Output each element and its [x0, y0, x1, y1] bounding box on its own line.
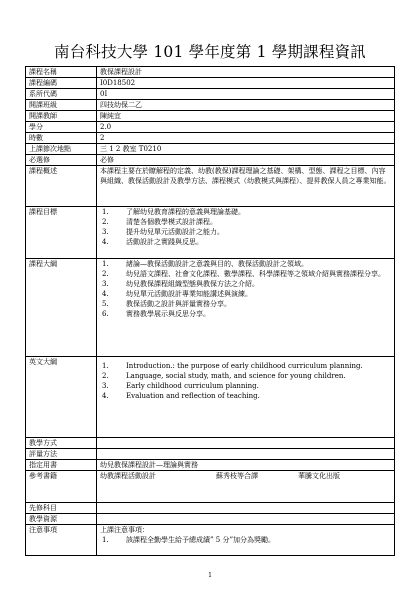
- list-item: 2. 幼兒語文課程、社會文化課程、數學課程、科學課程等之領域介紹與實務課程分享。: [102, 270, 385, 278]
- value-credits: 2.0: [97, 122, 395, 133]
- label-overview: 課程概述: [26, 166, 97, 207]
- label-course-name: 課程名稱: [26, 67, 97, 78]
- label-resources: 教學資源: [26, 514, 97, 525]
- page-number: 1: [208, 572, 212, 579]
- notes-intro: 上課注意事項：: [100, 526, 149, 534]
- course-info-table: [25, 66, 395, 556]
- row-prerequisite: [26, 503, 395, 514]
- list-item: 4. 活動設計之實踐與反思。: [102, 238, 203, 246]
- outline-list: [100, 259, 391, 319]
- value-references: [97, 471, 395, 503]
- list-item: 6. 實務教學展示與反思分享。: [102, 310, 210, 318]
- value-method: [97, 438, 395, 449]
- value-notes: [97, 525, 395, 556]
- list-item: 1. 緒論—教保活動設計之意義與目的、教保活動設計之領域。: [102, 260, 308, 268]
- row-outline: [26, 259, 395, 357]
- reference-title: 幼教課程活動設計: [100, 472, 156, 480]
- list-item: 1. Introduction.: the purpose of early childhood curriculum planning.: [102, 362, 363, 370]
- label-outline-en: 英文大綱: [26, 357, 97, 438]
- value-schedule: 三 1 2 教室 T0210: [97, 144, 395, 155]
- row-teacher: [26, 111, 395, 122]
- value-class: 四技幼保二乙: [97, 100, 395, 111]
- value-goals: [97, 207, 395, 259]
- list-item: 3. 幼兒教保課程組織型態與教保方法之介紹。: [102, 280, 259, 288]
- row-hours: [26, 133, 395, 144]
- label-goals: 課程目標: [26, 207, 97, 259]
- label-textbook: 指定用書: [26, 460, 97, 471]
- list-item: 2. Language, social study, math, and science for young children.: [102, 372, 346, 380]
- value-textbook: 幼兒教保課程設計—理論與實務: [97, 460, 395, 471]
- value-resources: [97, 514, 395, 525]
- value-type: 必修: [97, 155, 395, 166]
- row-schedule: [26, 144, 395, 155]
- row-resources: [26, 514, 395, 525]
- label-type: 必選修: [26, 155, 97, 166]
- value-dept-code: 0I: [97, 89, 395, 100]
- label-course-code: 課程編碼: [26, 78, 97, 89]
- row-assessment: [26, 449, 395, 460]
- value-outline: [97, 259, 395, 357]
- value-assessment: [97, 449, 395, 460]
- row-goals: [26, 207, 395, 259]
- row-class: [26, 100, 395, 111]
- list-item: 2. 清楚各個教學模式設計課程。: [102, 218, 217, 226]
- row-type: [26, 155, 395, 166]
- label-references: 參考書籍: [26, 471, 97, 503]
- label-schedule: 上課節次地點: [26, 144, 97, 155]
- value-course-code: I0D18502: [97, 78, 395, 89]
- list-item: 4. Evaluation and reflection of teaching.: [102, 392, 260, 400]
- list-item: 1. 了解幼兒教育課程的意義與理論基礎。: [102, 208, 245, 216]
- label-teacher: 開課教師: [26, 111, 97, 122]
- value-overview: 本課程主要在於瞭解程的定義、幼教(教保)課程理論之基礎、架構、型態、課程之目標、內容與組織、教保活動設計及教學方法、課程模式（幼教模式與課程）、提昇教保人員之專業知能。: [97, 166, 395, 207]
- row-credits: [26, 122, 395, 133]
- value-prerequisite: [97, 503, 395, 514]
- row-outline-en: [26, 357, 395, 438]
- goals-list: [100, 207, 391, 247]
- list-item: 1. 該課程全勤學生給予總成績” 5 分”加分為獎勵。: [102, 536, 276, 544]
- label-notes: 注意事項: [26, 525, 97, 556]
- reference-entry: [100, 471, 391, 481]
- value-outline-en: [97, 357, 395, 438]
- list-item: 4. 幼兒單元活動設計專業知能講述與演練。: [102, 290, 252, 298]
- value-teacher: 陳純宜: [97, 111, 395, 122]
- value-hours: 2: [97, 133, 395, 144]
- label-dept-code: 系所代碼: [26, 89, 97, 100]
- list-item: 3. Early childhood curriculum planning.: [102, 382, 259, 390]
- label-method: 教學方式: [26, 438, 97, 449]
- list-item: 3. 提升幼兒單元活動設計之能力。: [102, 228, 224, 236]
- label-prerequisite: 先修科目: [26, 503, 97, 514]
- row-dept-code: [26, 89, 395, 100]
- reference-author: 蘇秀枝等合譯: [216, 472, 258, 480]
- row-references: [26, 471, 395, 503]
- row-method: [26, 438, 395, 449]
- outline-en-list: [100, 361, 391, 401]
- row-overview: [26, 166, 395, 207]
- label-hours: 時數: [26, 133, 97, 144]
- page-title: 南台科技大學 101 學年度第 1 學期課程資訊: [54, 43, 366, 61]
- value-course-name: 教保課程設計: [97, 67, 395, 78]
- notes-list: [100, 535, 391, 545]
- label-outline: 課程大綱: [26, 259, 97, 357]
- row-course-name: [26, 67, 395, 78]
- label-assessment: 評量方法: [26, 449, 97, 460]
- reference-publisher: 華騰文化出版: [298, 472, 340, 480]
- label-credits: 學分: [26, 122, 97, 133]
- row-textbook: [26, 460, 395, 471]
- list-item: 5. 教保活動之設計與評量實務分享。: [102, 300, 231, 308]
- row-notes: [26, 525, 395, 556]
- row-course-code: [26, 78, 395, 89]
- label-class: 開課班級: [26, 100, 97, 111]
